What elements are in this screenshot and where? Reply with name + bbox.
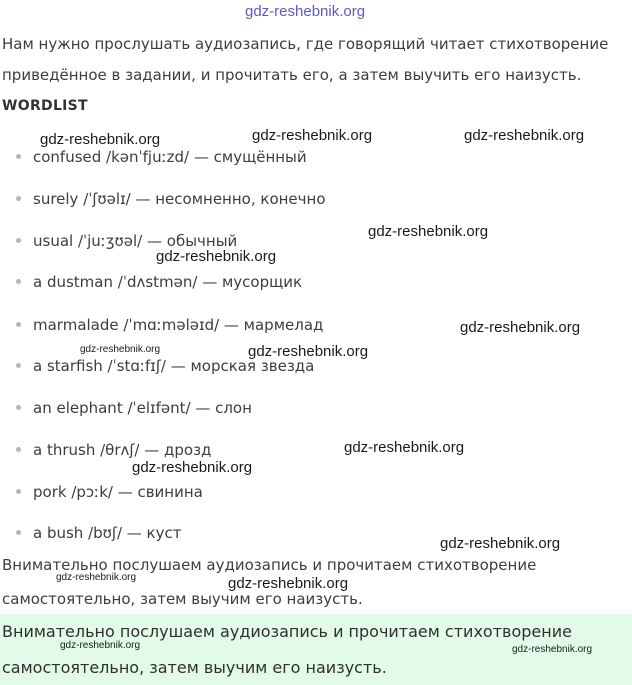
bullet-icon <box>16 238 21 243</box>
intro-line-1: Нам нужно прослушать аудиозапись, где говорящий читает стихотворение <box>2 35 609 53</box>
list-item: a dustman /ˈdʌstmən/ — мусорщик <box>16 273 302 291</box>
bullet-icon <box>16 196 21 201</box>
intro-line-2: приведённое в задании, и прочитать его, а затем выучить его наизусть. <box>2 66 582 84</box>
answer-line-2: самостоятельно, затем выучим его наизусть. <box>2 658 387 677</box>
list-item: surely /ˈʃʊəlɪ/ — несомненно, конечно <box>16 190 326 208</box>
list-item: pork /pɔːk/ — свинина <box>16 483 203 501</box>
watermark: gdz-reshebnik.org <box>460 319 581 336</box>
watermark: gdz-reshebnik.org <box>60 640 141 651</box>
watermark: gdz-reshebnik.org <box>156 248 277 265</box>
watermark: gdz-reshebnik.org <box>440 535 561 552</box>
bullet-icon <box>16 279 21 284</box>
watermark: gdz-reshebnik.org <box>248 343 369 360</box>
list-item: marmalade /ˈmɑːmələɪd/ — мармелад <box>16 316 323 334</box>
watermark: gdz-reshebnik.org <box>344 439 465 456</box>
watermark: gdz-reshebnik.org <box>56 572 137 583</box>
watermark: gdz-reshebnik.org <box>512 644 593 655</box>
watermark-top: gdz-reshebnik.org <box>245 3 366 20</box>
list-item: a starfish /ˈstɑːfɪʃ/ — морская звезда <box>16 357 314 375</box>
watermark: gdz-reshebnik.org <box>40 131 161 148</box>
bullet-icon <box>16 154 21 159</box>
bullet-icon <box>16 363 21 368</box>
watermark: gdz-reshebnik.org <box>252 127 373 144</box>
watermark: gdz-reshebnik.org <box>228 575 349 592</box>
bullet-icon <box>16 322 21 327</box>
watermark: gdz-reshebnik.org <box>368 223 489 240</box>
bullet-icon <box>16 447 21 452</box>
list-item: an elephant /ˈelɪfənt/ — слон <box>16 399 252 417</box>
watermark: gdz-reshebnik.org <box>80 344 161 355</box>
bullet-icon <box>16 489 21 494</box>
wordlist-heading: WORDLIST <box>2 98 88 114</box>
bullet-icon <box>16 530 21 535</box>
list-item: usual /ˈjuːʒʊəl/ — обычный <box>16 232 237 250</box>
watermark: gdz-reshebnik.org <box>464 127 585 144</box>
list-item: confused /kənˈfjuːzd/ — смущённый <box>16 148 307 166</box>
watermark: gdz-reshebnik.org <box>132 459 253 476</box>
answer-line-1: Внимательно послушаем аудиозапись и прочитаем стихотворение <box>2 622 572 641</box>
outro-line-1: Внимательно послушаем аудиозапись и прочитаем стихотворение <box>2 556 537 574</box>
list-item: a bush /bʊʃ/ — куст <box>16 524 181 542</box>
outro-line-2: самостоятельно, затем выучим его наизусть. <box>2 590 363 608</box>
bullet-icon <box>16 405 21 410</box>
list-item: a thrush /θrʌʃ/ — дрозд <box>16 441 211 459</box>
